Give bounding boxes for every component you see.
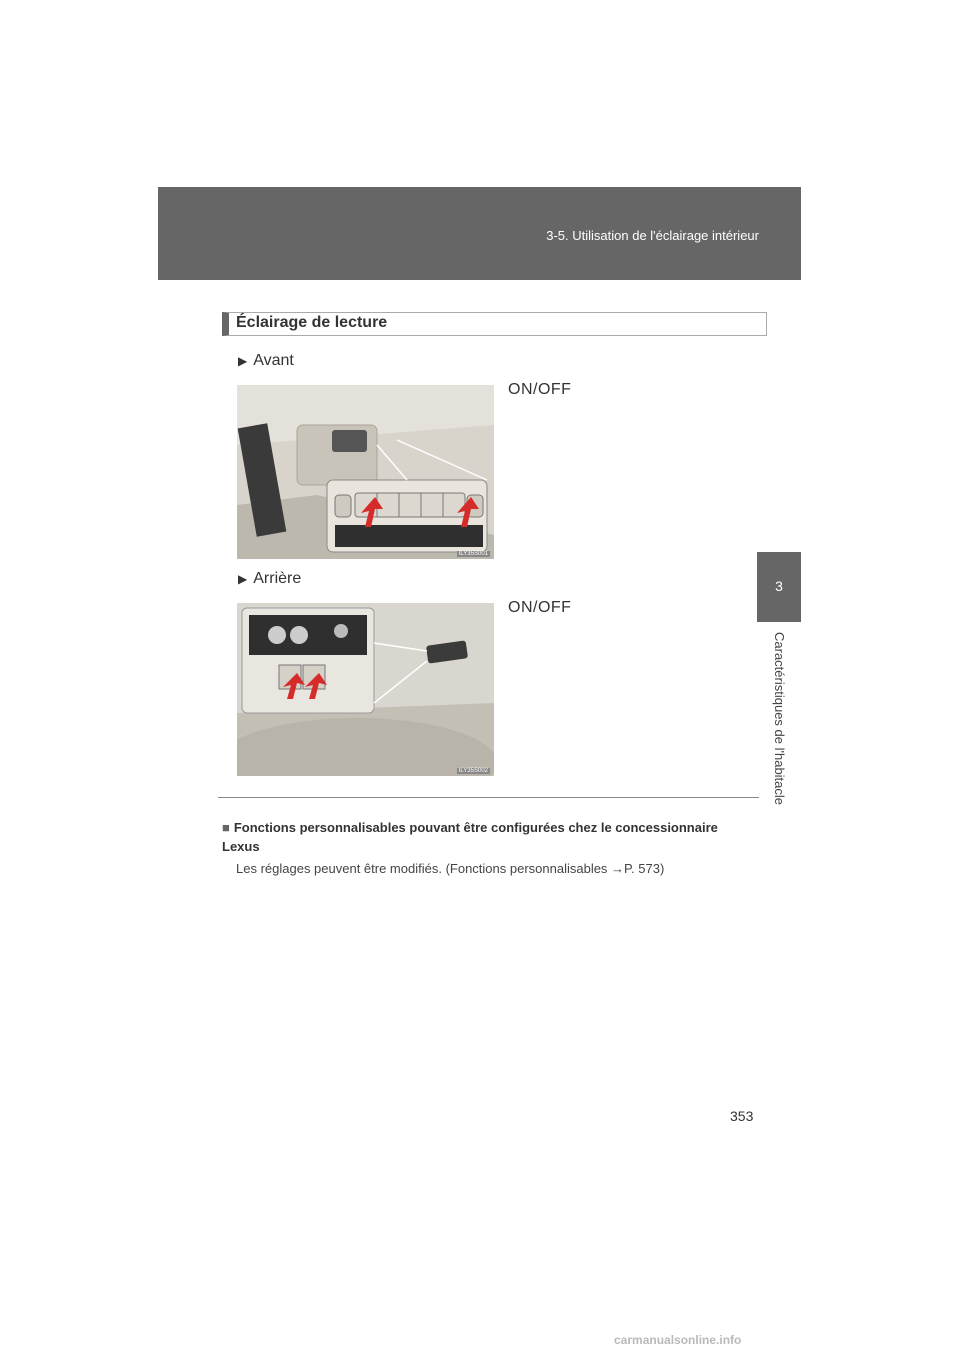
watermark: carmanualsonline.info (614, 1333, 742, 1347)
note-heading (222, 818, 758, 856)
front-lamp-photo (237, 385, 494, 559)
triangle-bullet-icon: ▶ (238, 354, 248, 368)
section-title-bar (222, 312, 767, 336)
rear-image-code: ILY35S002 (458, 768, 488, 774)
front-onoff-label: ON/OFF (508, 381, 572, 398)
rear-lamp-photo (237, 603, 494, 776)
rear-onoff-label: ON/OFF (508, 599, 572, 616)
note-text: Les réglages peuvent être modifiés. (Fonctions personnalisables →P. 573) (236, 861, 665, 876)
front-label: Avant (253, 352, 294, 369)
section-title: Éclairage de lecture (236, 314, 388, 331)
triangle-bullet-icon: ▶ (238, 572, 248, 586)
rear-subheading (238, 570, 301, 588)
square-bullet-icon: ■ (222, 820, 230, 835)
note-heading-text: Fonctions personnalisables pouvant être configurées chez le concessionnaire Lexus (222, 820, 718, 854)
rear-label: Arrière (253, 570, 302, 587)
chapter-title: Caractéristiques de l'habitacle (772, 632, 787, 806)
front-image-code: ILY35S001 (458, 551, 488, 557)
front-subheading (238, 352, 294, 370)
page-number: 353 (730, 1108, 754, 1124)
section-header: 3-5. Utilisation de l'éclairage intérieur (546, 228, 759, 243)
divider (218, 797, 759, 798)
header-bar (158, 187, 801, 280)
chapter-number: 3 (775, 578, 783, 594)
chapter-tab (757, 552, 801, 622)
